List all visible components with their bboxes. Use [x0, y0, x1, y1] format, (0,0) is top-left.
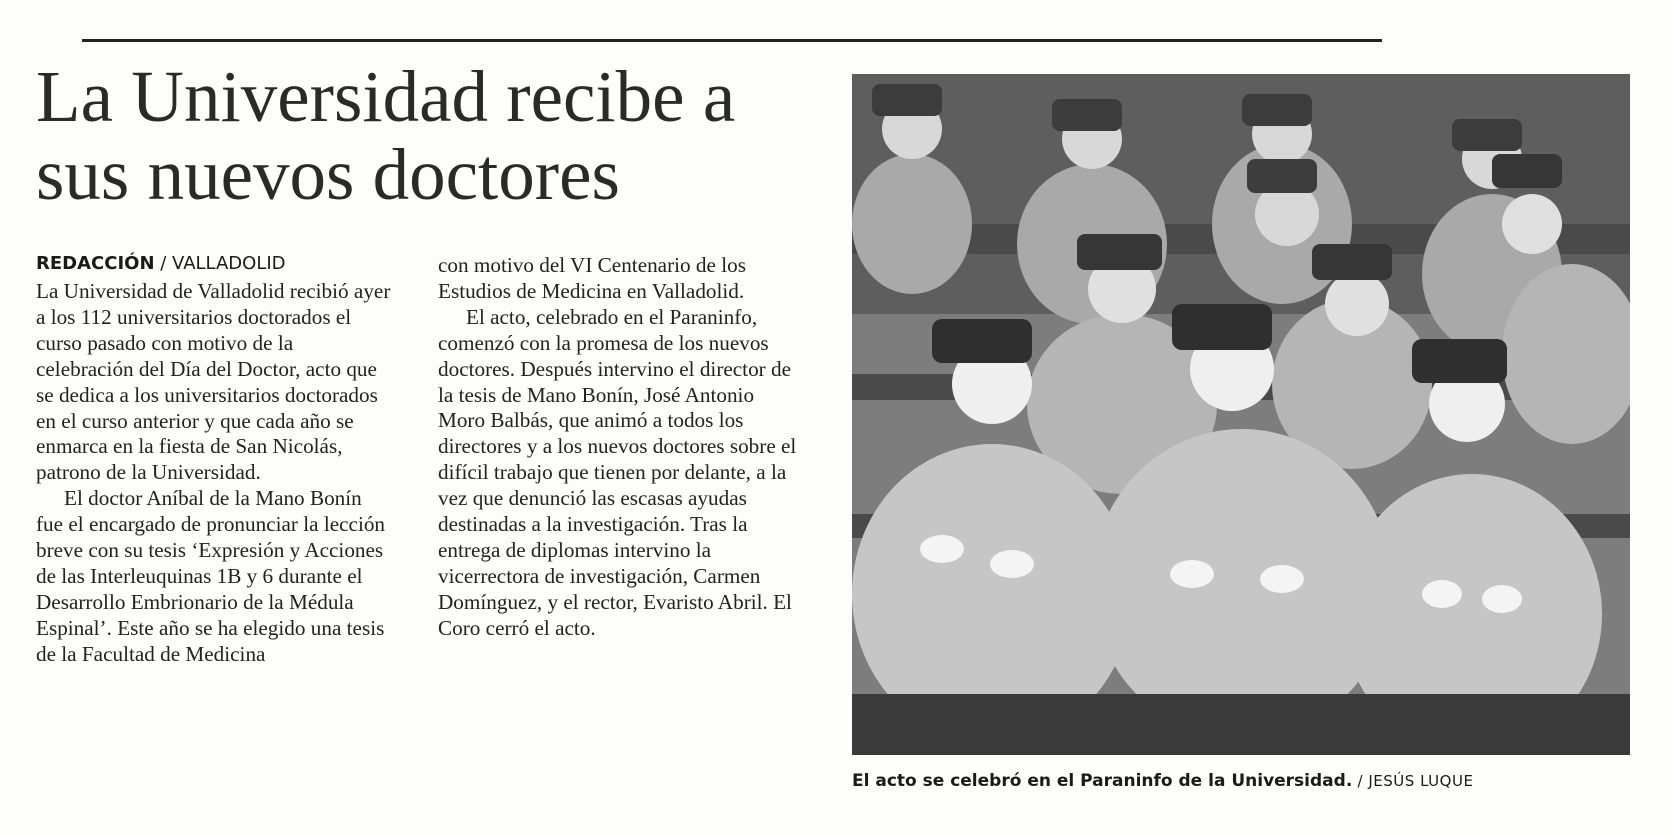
article-paragraph: El doctor Aníbal de la Mano Bonín fue el encargado de pronunciar la lección breve con su tesis ‘Expresión y Acciones de las Interleuquinas 1B y 6 durante el Desarrollo Embrionario de la Médula Espinal’. Este año se ha elegido una tesis de la Facultad de Medicina [36, 486, 386, 666]
photo-credit: JESÚS LUQUE [1368, 772, 1474, 790]
article-column-1 [36, 279, 391, 668]
article-paragraph: con motivo del VI Centenario de los Estudios de Medicina en Valladolid. [438, 253, 746, 303]
ceremony-photo-illustration [852, 74, 1630, 755]
byline-separator: / [154, 253, 173, 274]
article-paragraph: El acto, celebrado en el Paraninfo, comenzó con la promesa de los nuevos doctores. Después intervino el director de la tesis de Mano Bonín, José Antonio Moro Balbás, que animó a todos los directores y a los nuevos doctores sobre el difícil trabajo que tienen por delante, a la vez que denunció las escasas ayudas destinadas a la investigación. Tras la entrega de diplomas intervino la vicerrectora de investigación, Carmen Domínguez, y el rector, Evaristo Abril. El Coro cerró el acto. [438, 304, 797, 640]
ceremony-photo [852, 74, 1630, 755]
top-rule [82, 39, 1382, 42]
byline [36, 253, 286, 274]
photo-caption-text: El acto se celebró en el Paraninfo de la Universidad. [852, 771, 1353, 791]
photo-credit-separator: / [1352, 772, 1369, 790]
byline-author: REDACCIÓN [36, 253, 155, 274]
article-column-2 [438, 253, 803, 642]
photo-caption [852, 771, 1632, 791]
byline-location: VALLADOLID [172, 253, 286, 274]
article-paragraph: La Universidad de Valladolid recibió ayer a los 112 universitarios doctorados el curso pasado con motivo de la celebración del Día del Doctor, acto que se dedica a los universitarios doctorados en el curso anterior y que cada año se enmarca en la fiesta de San Nicolás, patrono de la Universidad. [36, 279, 391, 485]
headline: La Universidad recibe a sus nuevos doctores [36, 56, 736, 215]
